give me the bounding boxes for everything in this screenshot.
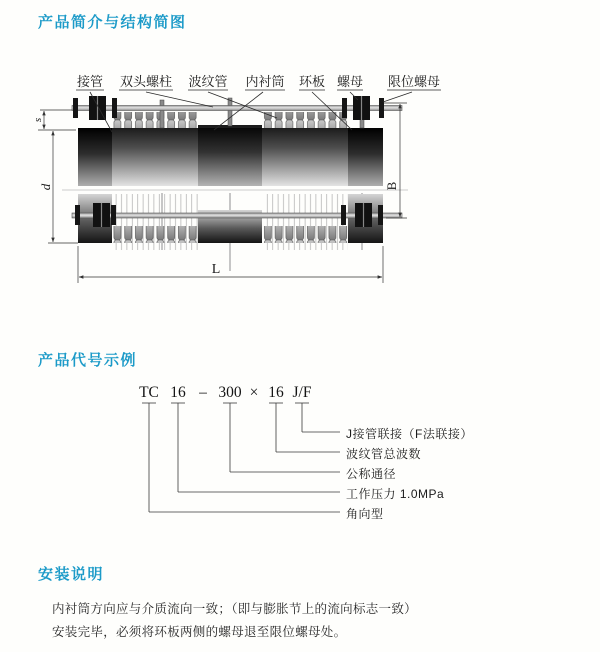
label-nut: 螺母 (336, 74, 364, 89)
end-cap-right (348, 128, 383, 186)
part-labels (77, 74, 440, 89)
bellows-bottom-left (112, 226, 198, 243)
label-limit-nut: 限位螺母 (387, 74, 441, 89)
callout-angular-type: 角向型 (346, 507, 384, 521)
nut-left-outer (73, 98, 78, 118)
label-bellows: 波纹管 (188, 74, 228, 89)
label-ring-plate: 环板 (298, 74, 326, 89)
code-token-diameter: 300 (218, 384, 242, 401)
dim-L: L (211, 262, 221, 277)
inner-liner-collar (198, 125, 262, 186)
code-token-waves: 16 (268, 384, 284, 401)
label-stud-bolt: 双头螺柱 (119, 74, 173, 89)
code-token-times: × (249, 384, 259, 401)
limit-nut-right (379, 98, 384, 118)
code-token-pressure: 16 (170, 384, 186, 401)
code-callout-lines (142, 403, 340, 512)
install-note-2: 安装完毕，必须将环板两侧的螺母退至限位螺母处。 (52, 625, 347, 639)
label-inner-liner: 内衬筒 (245, 74, 285, 89)
nut-right-inner (342, 98, 347, 118)
callout-wave-count: 波纹管总波数 (346, 447, 422, 461)
section-title-install: 安装说明 (38, 566, 105, 583)
section-title-intro: 产品简介与结构简图 (38, 14, 187, 31)
callout-nominal-diameter: 公称通径 (346, 467, 397, 481)
code-token-connection: J/F (292, 384, 312, 401)
section-title-code: 产品代号示例 (38, 352, 138, 369)
end-cap-left (78, 128, 112, 186)
bellows-bottom-right (262, 226, 348, 243)
label-connecting-pipe: 接管 (76, 74, 104, 89)
install-note-1: 内衬筒方向应与介质流向一致；（即与膨胀节上的流向标志一致） (52, 602, 417, 616)
dim-d: d (38, 183, 53, 191)
bellows-top-right (262, 112, 348, 129)
nut-left-inner (112, 98, 117, 118)
callout-connection: J接管联接（F法联接） (346, 427, 473, 441)
callout-working-pressure: 工作压力 1.0MPa (346, 487, 445, 501)
code-token-type: TC (139, 384, 159, 401)
code-token-dash: – (199, 384, 207, 401)
dim-s: s (32, 117, 44, 123)
dim-B: B (384, 181, 399, 191)
bellows-top-left (112, 112, 198, 129)
